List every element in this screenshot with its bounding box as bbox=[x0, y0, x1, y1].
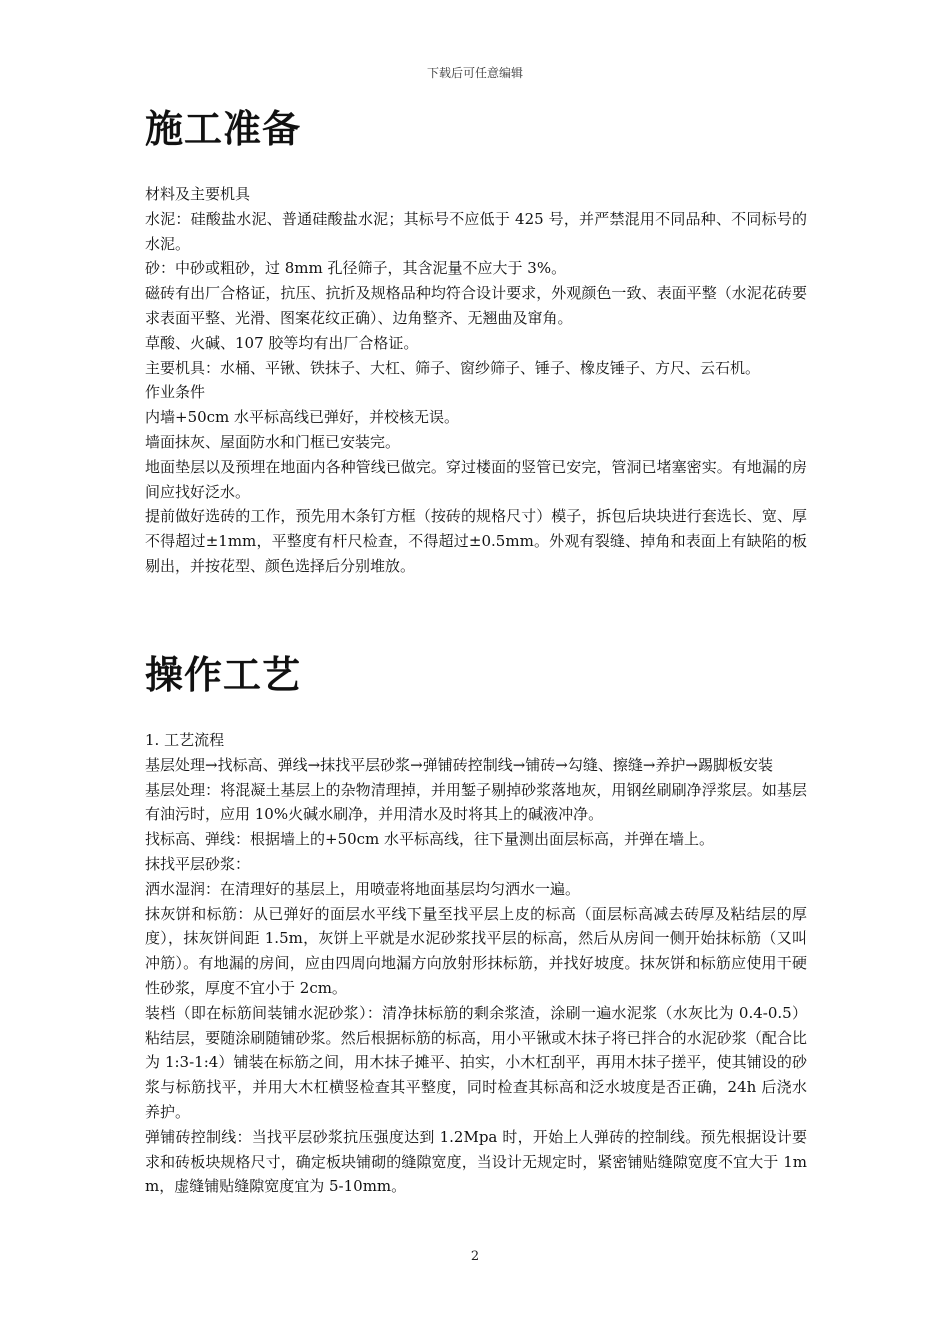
section-title: 施工准备 bbox=[145, 107, 302, 151]
paragraph: 地面垫层以及预埋在地面内各种管线已做完。穿过楼面的竖管已安完，管洞已堵塞密实。有地漏的房间应找好泛水。 bbox=[145, 457, 807, 501]
paragraph: 基层处理→找标高、弹线→抹找平层砂浆→弹铺砖控制线→铺砖→勾缝、擦缝→养护→踢脚板安装 bbox=[145, 755, 773, 774]
paragraph: 内墙+50cm 水平标高线已弹好，并校核无误。 bbox=[145, 408, 460, 427]
paragraph: 装档（即在标筋间装铺水泥砂浆）：清净抹标筋的剩余浆渣，涂刷一遍水泥浆（水灰比为 0.4-0.5）粘结层，要随涂刷随铺砂浆。然后根据标筋的标高，用小平锹或木抹子将已拌合的水泥砂浆（配合比为 1:3-1:4）铺装在标筋之间，用木抹子摊平、拍实，小木杠刮平，再用木抹子搓平，使其铺设的砂浆与标筋找平，并用大木杠横竖检查其平整度，同时检查其标高和泛水坡度是否正确，24h 后浇水养护。 bbox=[145, 1003, 807, 1121]
paragraph: 弹铺砖控制线：当找平层砂浆抗压强度达到 1.2Mpa 时，开始上人弹砖的控制线。预先根据设计要求和砖板块规格尺寸，确定板块铺砌的缝隙宽度，当设计无规定时，紧密铺贴缝隙宽度不宜大于 1mm，虚缝铺贴缝隙宽度宜为 5-10mm。 bbox=[145, 1127, 807, 1196]
paragraph: 找标高、弹线：根据墙上的+50cm 水平标高线，往下量测出面层标高，并弹在墙上。 bbox=[145, 830, 715, 849]
paragraph: 主要机具：水桶、平锹、铁抹子、大杠、筛子、窗纱筛子、锤子、橡皮锤子、方尺、云石机。 bbox=[145, 358, 761, 377]
page-number: 2 bbox=[470, 1249, 480, 1264]
section-title: 操作工艺 bbox=[145, 653, 302, 697]
paragraph: 草酸、火碱、107 胶等均有出厂合格证。 bbox=[145, 333, 419, 352]
paragraph: 作业条件 bbox=[145, 383, 206, 402]
paragraph: 1. 工艺流程 bbox=[145, 731, 225, 749]
section-construction-preparation bbox=[145, 100, 807, 579]
paragraph: 砂：中砂或粗砂，过 8mm 孔径筛子，其含泥量不应大于 3%。 bbox=[145, 259, 567, 278]
paragraph: 洒水湿润：在清理好的基层上，用喷壶将地面基层均匀洒水一遍。 bbox=[145, 879, 581, 898]
paragraph: 基层处理：将混凝土基层上的杂物清理掉，并用錾子剔掉砂浆落地灰，用钢丝刷刷净浮浆层。如基层有油污时，应用 10%火碱水刷净，并用清水及时将其上的碱液冲净。 bbox=[145, 780, 807, 824]
section-operation-process bbox=[145, 646, 807, 1199]
paragraph: 磁砖有出厂合格证，抗压、抗折及规格品种均符合设计要求，外观颜色一致、表面平整（水泥花砖要求表面平整、光滑、图案花纹正确）、边角整齐、无翘曲及窜角。 bbox=[145, 284, 807, 327]
paragraph: 材料及主要机具 bbox=[145, 185, 251, 203]
paragraph: 墙面抹灰、屋面防水和门框已安装完。 bbox=[145, 432, 401, 451]
page-header: 下载后可任意编辑 bbox=[426, 66, 523, 80]
paragraph: 抹灰饼和标筋：从已弹好的面层水平线下量至找平层上皮的标高（面层标高减去砖厚及粘结层的厚度），抹灰饼间距 1.5m，灰饼上平就是水泥砂浆找平层的标高，然后从房间一侧开始抹标筋（又叫冲筋）。有地漏的房间，应由四周向地漏方向放射形抹标筋，并找好坡度。抹灰饼和标筋应使用干硬性砂浆，厚度不宜小于 2cm。 bbox=[145, 904, 807, 997]
paragraph: 水泥：硅酸盐水泥、普通硅酸盐水泥；其标号不应低于 425 号，并严禁混用不同品种、不同标号的水泥。 bbox=[145, 209, 807, 253]
paragraph: 提前做好选砖的工作，预先用木条钉方框（按砖的规格尺寸）模子，拆包后块块进行套选长、宽、厚不得超过±1mm，平整度有杆尺检查，不得超过±0.5mm。外观有裂缝、掉角和表面上有缺陷的板剔出，并按花型、颜色选择后分别堆放。 bbox=[145, 507, 807, 575]
paragraph: 抹找平层砂浆： bbox=[145, 854, 251, 873]
